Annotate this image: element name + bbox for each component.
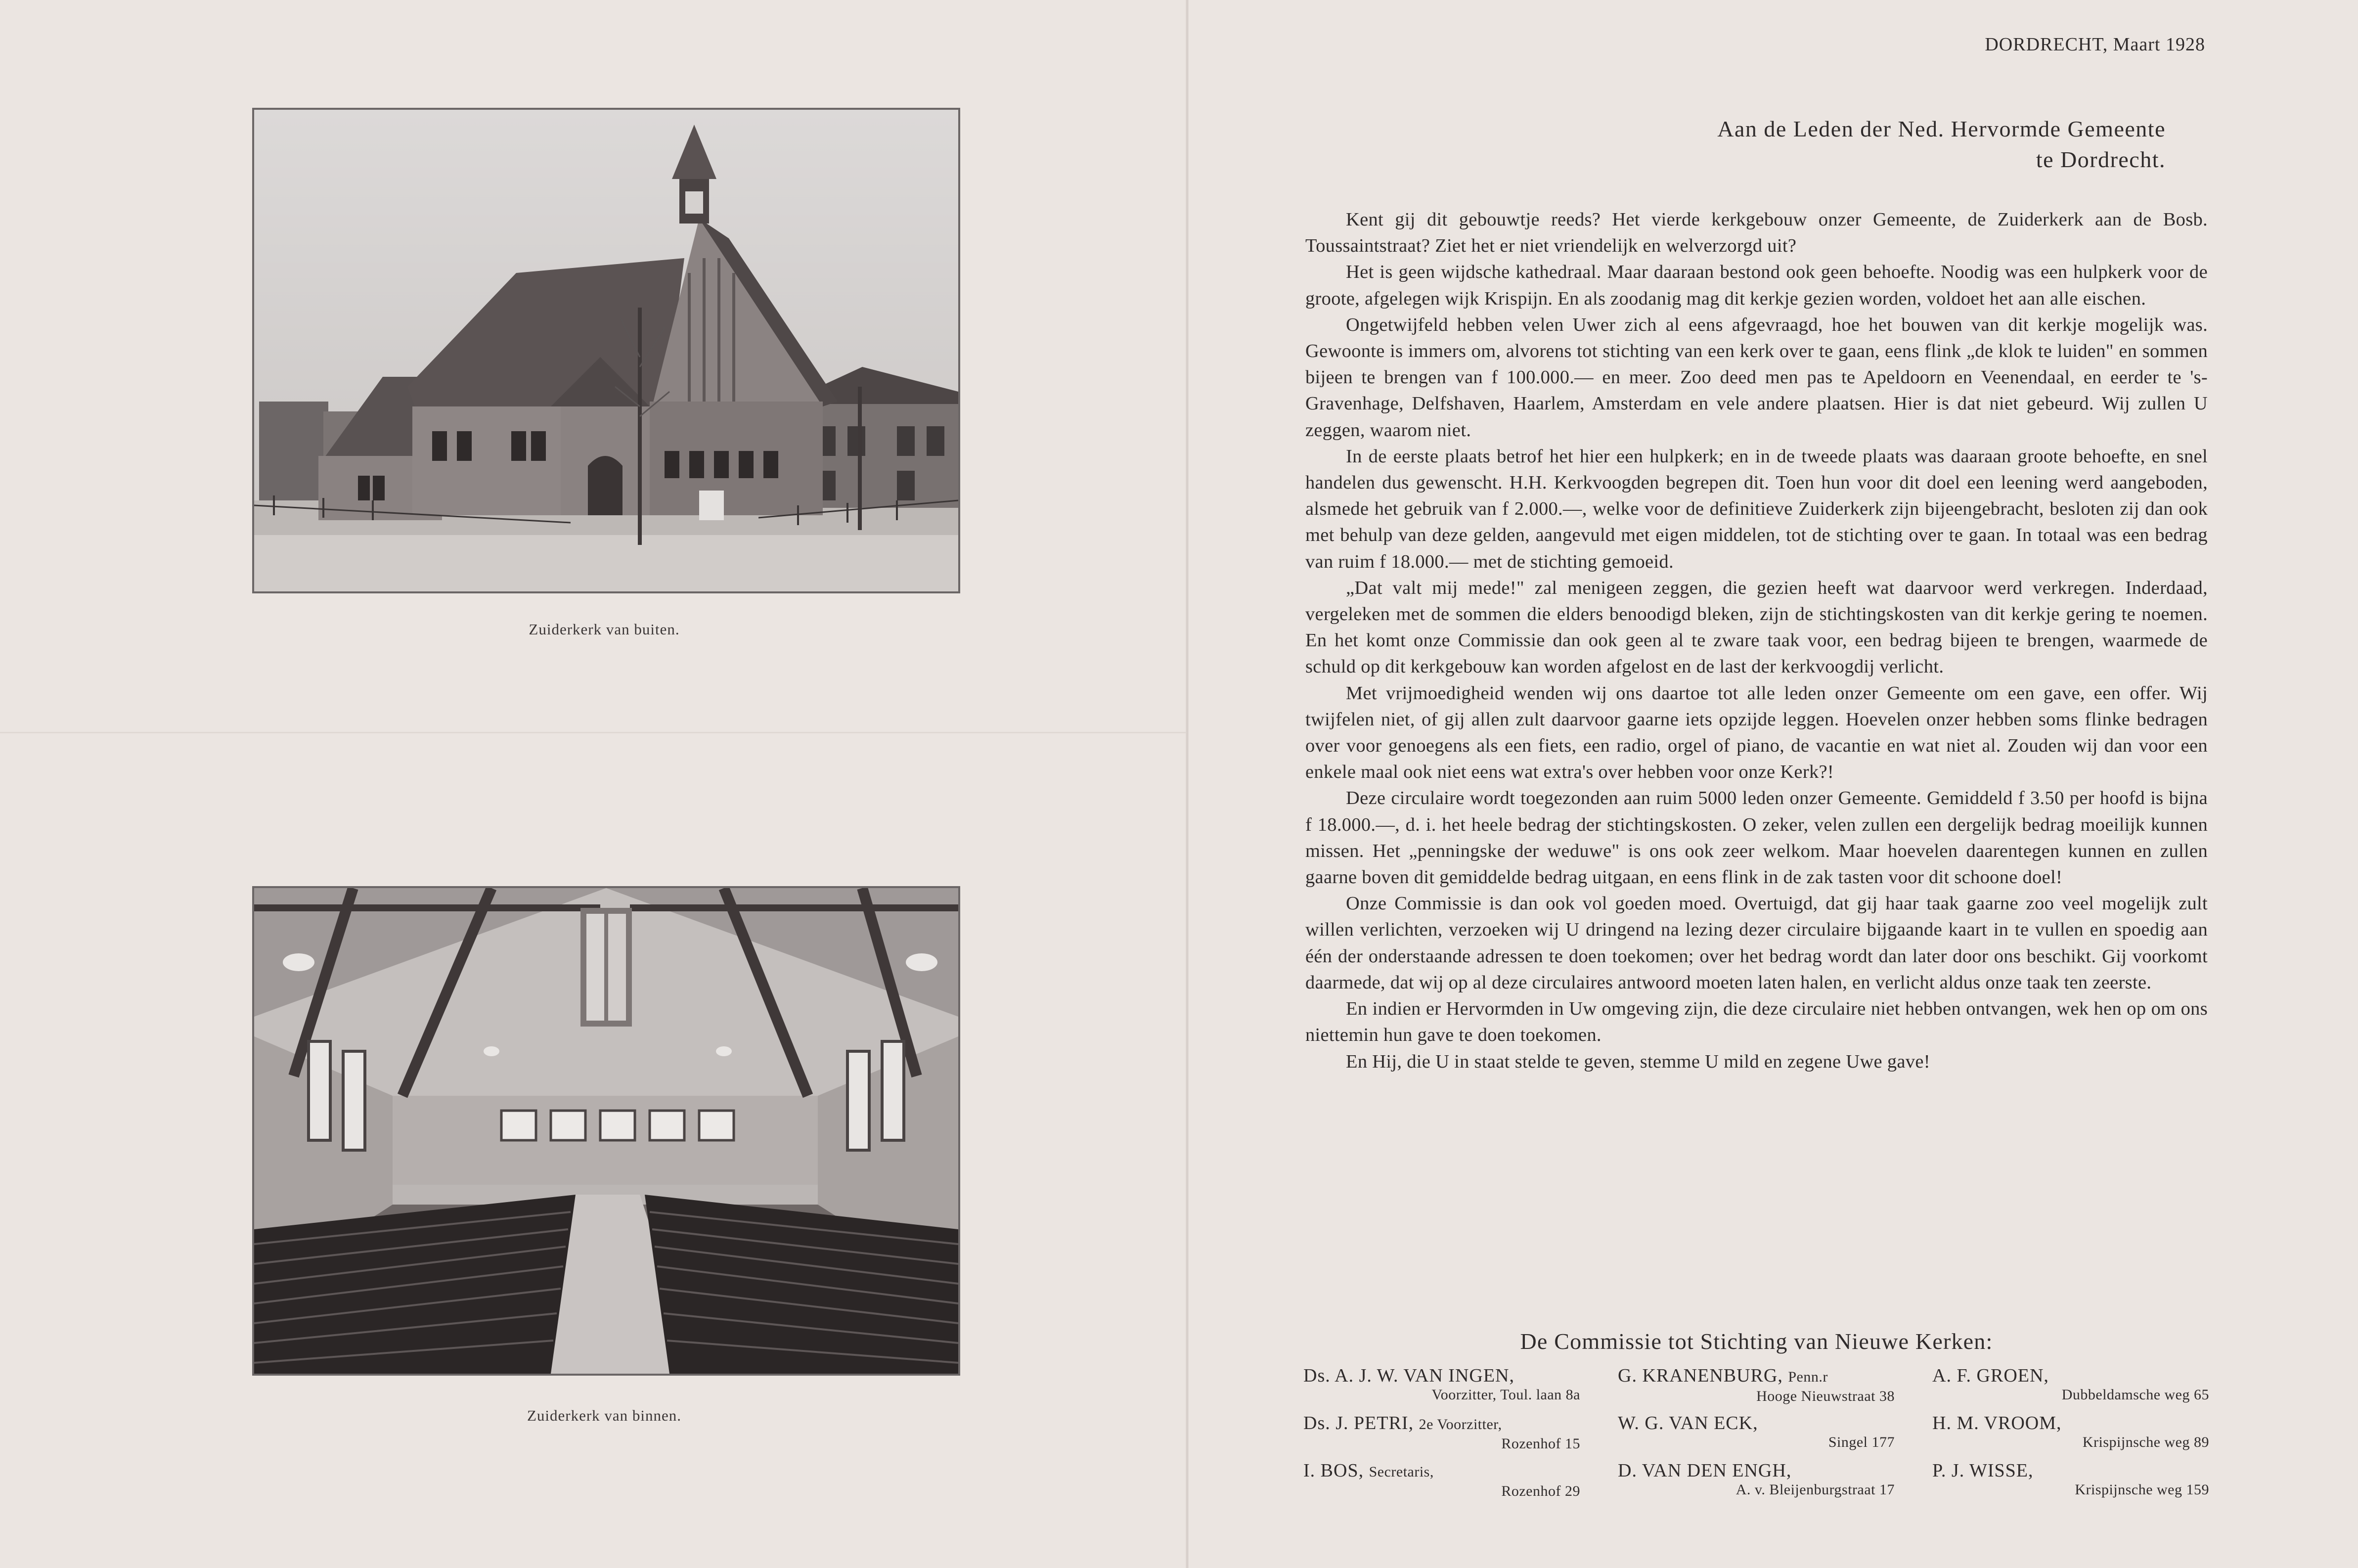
- member-role: 2e Voorzitter,: [1419, 1416, 1502, 1433]
- member-name: A. F. GROEN,: [1932, 1365, 2049, 1386]
- member-address: Rozenhof 15: [1501, 1435, 1580, 1452]
- member-name: Ds. J. PETRI,: [1303, 1413, 1414, 1434]
- paragraph: Kent gij dit gebouwtje reeds? Het vierde kerkgebouw onzer Gemeente, de Zuiderkerk aan de Bosb. Toussaintstraat? Ziet het er niet vriendelijk en welverzorgd uit?: [1305, 209, 2208, 257]
- committee-member: [1618, 1365, 1895, 1405]
- committee-members: [1303, 1365, 2208, 1508]
- date-line: DORDRECHT, Maart 1928: [1985, 34, 2205, 55]
- church-interior-photo: [252, 886, 960, 1376]
- paragraph: En indien er Hervormden in Uw omgeving zijn, die deze circulaire niet hebben ontvangen, wek hen op om ons niettemin hun gave te doen toekomen.: [1305, 998, 2208, 1046]
- member-role: Penn.r: [1788, 1369, 1828, 1385]
- committee-member: [1618, 1412, 1895, 1451]
- church-exterior-photo: [252, 108, 960, 593]
- committee-member: [1303, 1460, 1580, 1500]
- member-address: Dubbeldamsche weg 65: [2061, 1387, 2209, 1403]
- member-role: Secretaris,: [1369, 1464, 1434, 1480]
- member-address: Hooge Nieuwstraat 38: [1756, 1388, 1895, 1404]
- committee-heading: De Commissie tot Stichting van Nieuwe Kerken:: [1520, 1329, 1993, 1354]
- member-name: D. VAN DEN ENGH,: [1618, 1460, 1792, 1481]
- salutation-heading: [1434, 114, 2166, 175]
- member-address: Krispijnsche weg 89: [2082, 1434, 2209, 1450]
- committee-member: [1618, 1460, 1895, 1498]
- paragraph: Deze circulaire wordt toegezonden aan ruim 5000 leden onzer Gemeente. Gemiddeld f 3.50 per hoofd is bijna f 18.000.—, d. i. het heele bedrag der stichtingskosten. O zeker, velen zullen een dergelijk bedrag moeilijk kunnen missen. Het „penningske der weduwe" is ons ook zeer welkom. Maar hoevelen daarentegen kunnen en zullen gaarne boven dit gemiddelde bedrag uitgaan, en eens flink in de zak tasten voor dit schoone doel!: [1305, 788, 2208, 888]
- member-address: Singel 177: [1828, 1434, 1895, 1450]
- member-address: Rozenhof 29: [1501, 1483, 1580, 1499]
- paragraph: „Dat valt mij mede!" zal menigeen zeggen, die gezien heeft wat daarvoor werd verkregen. Inderdaad, vergeleken met de sommen die elders benoodigd bleken, zijn de stichtingskosten van dit kerkje gering te noemen. En het komt onze Commissie dan ook geen al te zware taak voor, een bedrag bijeen te brengen, waarmede de schuld op dit kerkgebouw kan worden afgelost en de last der kerkvoogdij verlicht.: [1305, 577, 2208, 677]
- paragraph: Met vrijmoedigheid wenden wij ons daartoe tot alle leden onzer Gemeente om een gave, een offer. Wij twijfelen niet, of gij allen zult daarvoor gaarne iets opzijde leggen. Hoevelen onzer hebben soms flinke bedragen over voor genoegens als een fiets, een radio, orgel of piano, de vacantie en wat niet al. Zouden wij dan voor een enkele maal ook niet eens wat extra's over hebben voor onze Kerk?!: [1305, 682, 2208, 783]
- salutation-line-2: te Dordrecht.: [2036, 147, 2166, 172]
- member-name: Ds. A. J. W. VAN INGEN,: [1303, 1365, 1514, 1386]
- horizontal-crease: [0, 732, 1186, 733]
- salutation-line-1: Aan de Leden der Ned. Hervormde Gemeente: [1717, 116, 2166, 141]
- paragraph: Ongetwijfeld hebben velen Uwer zich al eens afgevraagd, hoe het bouwen van dit kerkje mogelijk was. Gewoonte is immers om, alvorens tot stichting van een kerk over te gaan, eens flink „de klok te luiden" en sommen bijeen te brengen van f 100.000.— en meer. Zoo deed men pas te Apeldoorn en Veenendaal, en eerder te 's-Gravenhage, Delfshaven, Haarlem, Amsterdam en vele andere plaatsen. Hier is dat niet gebeurd. Wij zullen U zeggen, waarom niet.: [1305, 314, 2208, 441]
- committee-member: [1932, 1365, 2209, 1403]
- interior-photo-caption: Zuiderkerk van binnen.: [527, 1407, 682, 1424]
- center-fold: [1186, 0, 1189, 1568]
- member-name: G. KRANENBURG,: [1618, 1365, 1783, 1386]
- paragraph: En Hij, die U in staat stelde te geven, stemme U mild en zegene Uwe gave!: [1346, 1051, 1930, 1072]
- paragraph: In de eerste plaats betrof het hier een hulpkerk; en in de tweede plaats was daaraan groote behoefte, en snel handelen dus gewenscht. H.H. Kerkvoogden begrepen dit. Toen hun voor dit doel een leening werd aangeboden, alsmede het gebruik van f 2.000.—, welke voor de definitieve Zuiderkerk zijn bijeengebracht, besloten zij dan ook met behulp van deze gelden, aangevuld met eigen middelen, tot de stichting over te gaan. In totaal was een bedrag van ruim f 18.000.— met de stichting gemoeid.: [1305, 446, 2208, 572]
- committee-member: [1303, 1365, 1580, 1403]
- member-name: P. J. WISSE,: [1932, 1460, 2034, 1481]
- committee-member: [1932, 1412, 2209, 1451]
- letter-body: [1305, 207, 2208, 1075]
- member-address: Voorzitter, Toul. laan 8a: [1431, 1387, 1580, 1403]
- committee-member: [1303, 1412, 1580, 1452]
- member-name: H. M. VROOM,: [1932, 1413, 2062, 1434]
- member-name: W. G. VAN ECK,: [1618, 1413, 1758, 1434]
- exterior-photo-caption: Zuiderkerk van buiten.: [529, 621, 680, 638]
- member-address: Krispijnsche weg 159: [2075, 1481, 2209, 1498]
- member-name: I. BOS,: [1303, 1460, 1364, 1481]
- member-address: A. v. Bleijenburgstraat 17: [1735, 1481, 1895, 1498]
- paragraph: Onze Commissie is dan ook vol goeden moed. Overtuigd, dat gij haar taak gaarne zoo veel mogelijk zult willen verlichten, verzoeken wij U dringend na lezing dezer circulaire bijgaande kaart in te vullen en spoedig aan één der onderstaande adressen te doen toekomen; over het bedrag wordt dan later door ons beschikt. Gij voorkomt daarmede, dat wij op al deze circulaires antwoord moeten laten halen, en verlicht aldus onze taak ten zeerste.: [1305, 893, 2208, 993]
- paragraph: Het is geen wijdsche kathedraal. Maar daaraan bestond ook geen behoefte. Noodig was een hulpkerk voor de groote, afgelegen wijk Krispijn. En als zoodanig mag dit kerkje gezien worden, voldoet het aan alle eischen.: [1305, 262, 2208, 309]
- committee-member: [1932, 1460, 2209, 1498]
